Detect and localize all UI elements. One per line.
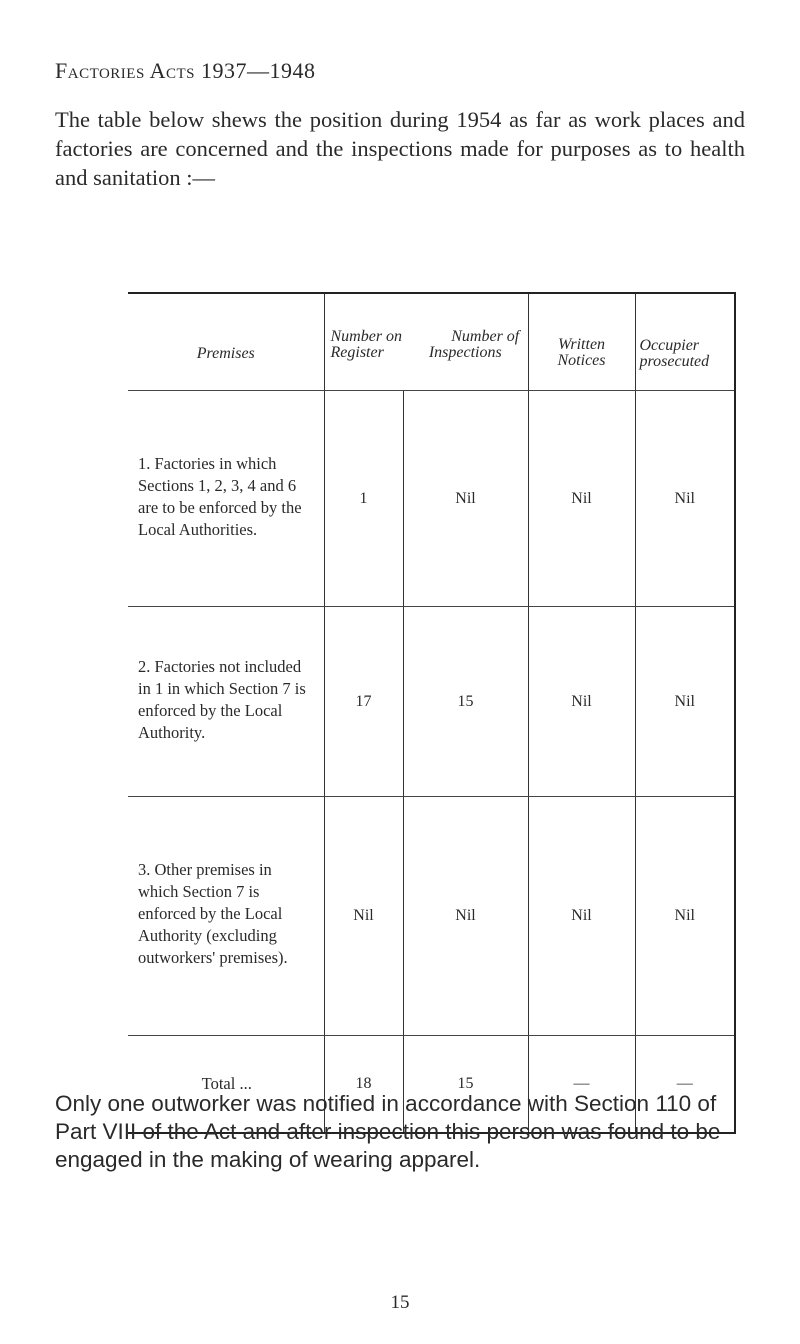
table-header-row: [128, 293, 735, 391]
row-inspections: Nil: [403, 797, 528, 1036]
closing-paragraph: Only one outworker was notified in accordance with Section 110 of Part VIII of the Act and after inspection this person was found to be engaged in the making of wearing apparel.: [55, 1091, 721, 1172]
row-premises: 3. Other premises in which Section 7 is enforced by the Local Authority (excluding outworkers' premises).: [128, 797, 324, 1036]
header-written-notices-label: Written Notices: [557, 336, 606, 369]
header-inspections: [403, 293, 528, 391]
header-register: Number on Register: [324, 293, 403, 391]
total-inspections: 15: [403, 1036, 528, 1134]
row-register: Nil: [324, 797, 403, 1036]
header-number-of: Number of: [451, 328, 520, 345]
total-label: Total ...: [128, 1036, 324, 1134]
total-prosecuted: —: [635, 1036, 735, 1134]
inspections-table: [128, 292, 736, 1134]
total-register: 18: [324, 1036, 403, 1134]
row-prosecuted: Nil: [635, 797, 735, 1036]
intro-paragraph: The table below shews the position during 1954 as far as work places and factories are concerned and the inspections made for purposes as to health and sanitation :—: [55, 107, 745, 190]
page-number: 15: [390, 1292, 410, 1313]
header-written-notices: [528, 293, 635, 391]
table-row: [128, 797, 735, 1036]
table-row: [128, 391, 735, 607]
row-inspections: 15: [403, 607, 528, 797]
row-register: 17: [324, 607, 403, 797]
header-premises: Premises: [128, 293, 324, 391]
page-heading: Factories Acts 1937—1948: [55, 58, 316, 83]
table-row: [128, 607, 735, 797]
total-notices: —: [528, 1036, 635, 1134]
row-register: 1: [324, 391, 403, 607]
row-inspections: Nil: [403, 391, 528, 607]
header-inspections-label: Inspections: [428, 344, 502, 361]
row-prosecuted: Nil: [635, 391, 735, 607]
row-notices: Nil: [528, 607, 635, 797]
row-notices: Nil: [528, 797, 635, 1036]
row-premises: 2. Factories not included in 1 in which Section 7 is enforced by the Local Authority.: [128, 607, 324, 797]
row-prosecuted: Nil: [635, 607, 735, 797]
row-premises: 1. Factories in which Sections 1, 2, 3, 4 and 6 are to be enforced by the Local Authorities.: [128, 391, 324, 607]
row-notices: Nil: [528, 391, 635, 607]
header-occupier: Occupier prosecuted: [635, 293, 735, 391]
